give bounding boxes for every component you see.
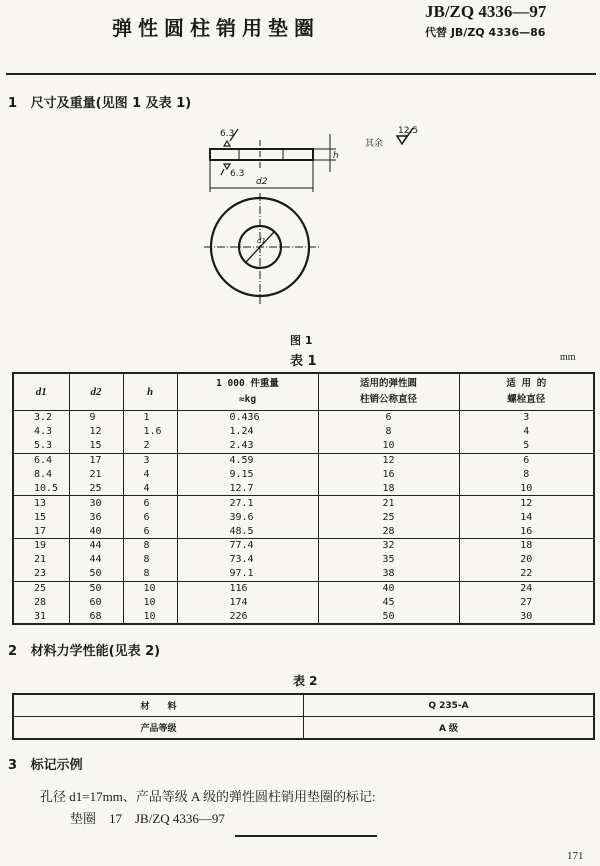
table-row <box>13 717 594 740</box>
table-cell: 10 <box>318 439 459 453</box>
table-cell: 116 <box>177 581 318 595</box>
table-row <box>13 524 594 538</box>
table-cell: 4 <box>123 481 177 495</box>
table-cell: 10.5 <box>13 481 69 495</box>
roughness-top-label: 6.3 <box>220 129 235 139</box>
table-cell: 8 <box>123 539 177 553</box>
table-cell: 17 <box>69 453 123 467</box>
table-cell: 4.3 <box>13 425 69 439</box>
table-cell: 8 <box>123 553 177 567</box>
roughness-rest-value: 12.5 <box>398 126 419 136</box>
table-cell: 28 <box>318 524 459 538</box>
table-cell: 0.436 <box>177 411 318 425</box>
table-1-caption: 表 1 <box>290 354 317 369</box>
table-cell: 23 <box>13 567 69 581</box>
table-cell: 38 <box>318 567 459 581</box>
table-cell: 6 <box>123 496 177 510</box>
column-header: h <box>123 373 177 411</box>
table-cell: 15 <box>13 510 69 524</box>
example-marking: 垫圈 17 JB/ZQ 4336—97 <box>70 811 225 826</box>
table-cell: 1.6 <box>123 425 177 439</box>
figure-caption: 图 1 <box>290 334 313 347</box>
table-cell: 44 <box>69 539 123 553</box>
washer-side-view <box>210 149 313 160</box>
section-3-heading: 3 标记示例 <box>8 758 83 773</box>
table-row <box>13 539 594 553</box>
table-cell: 22 <box>459 567 594 581</box>
table-cell: 31 <box>13 609 69 624</box>
table-cell: 15 <box>69 439 123 453</box>
table-cell: A 级 <box>304 717 595 740</box>
column-header: d2 <box>69 373 123 411</box>
table-cell: 97.1 <box>177 567 318 581</box>
table-cell: 6.4 <box>13 453 69 467</box>
table-cell: 9 <box>69 411 123 425</box>
table-row <box>13 496 594 510</box>
table-row <box>13 694 594 717</box>
dim-d1-label: d1 <box>257 237 266 245</box>
table-cell: 16 <box>318 468 459 482</box>
table-row <box>13 553 594 567</box>
example-description: 孔径 d1=17mm、产品等级 A 级的弹性圆柱销用垫圈的标记: <box>40 789 376 804</box>
table-cell: 21 <box>318 496 459 510</box>
table-cell: 6 <box>123 510 177 524</box>
table-row <box>13 510 594 524</box>
table-cell: 24 <box>459 581 594 595</box>
replaces-standard: 代替 JB/ZQ 4336—86 <box>425 26 546 39</box>
table-cell: 6 <box>318 411 459 425</box>
table-cell: 13 <box>13 496 69 510</box>
page-number: 171 <box>567 850 584 862</box>
table-cell: 77.4 <box>177 539 318 553</box>
table-row <box>13 468 594 482</box>
table-cell: 73.4 <box>177 553 318 567</box>
table-cell: 8 <box>123 567 177 581</box>
table-2 <box>12 693 595 740</box>
dim-d2-label: d2 <box>256 177 268 187</box>
table-cell: 10 <box>123 596 177 610</box>
table-cell: 21 <box>13 553 69 567</box>
table-1 <box>12 372 595 625</box>
table-cell: 12 <box>459 496 594 510</box>
dim-h-label: h <box>333 151 339 161</box>
table-cell: 27.1 <box>177 496 318 510</box>
table-cell: 25 <box>69 481 123 495</box>
table-cell: 2 <box>123 439 177 453</box>
table-cell: 14 <box>459 510 594 524</box>
table-cell: 12 <box>318 453 459 467</box>
table-cell: 21 <box>69 468 123 482</box>
table-cell: 产品等级 <box>13 717 304 740</box>
table-cell: 8.4 <box>13 468 69 482</box>
table-cell: 45 <box>318 596 459 610</box>
section-2-heading: 2 材料力学性能(见表 2) <box>8 644 161 659</box>
table-cell: 6 <box>123 524 177 538</box>
table-cell: 9.15 <box>177 468 318 482</box>
table-cell: 5 <box>459 439 594 453</box>
table-cell: 6 <box>459 453 594 467</box>
unit-label: mm <box>560 352 576 363</box>
table-row <box>13 596 594 610</box>
table-cell: 3.2 <box>13 411 69 425</box>
table-cell: 35 <box>318 553 459 567</box>
table-cell: 2.43 <box>177 439 318 453</box>
table-cell: 50 <box>69 567 123 581</box>
table-cell: 25 <box>13 581 69 595</box>
table-cell: 39.6 <box>177 510 318 524</box>
table-row <box>13 609 594 624</box>
table-row <box>13 581 594 595</box>
table-row <box>13 425 594 439</box>
column-header: 1 000 件重量 ≈kg <box>177 373 318 411</box>
table-cell: 3 <box>459 411 594 425</box>
table-cell: 174 <box>177 596 318 610</box>
table-cell: 50 <box>318 609 459 624</box>
table-row <box>13 481 594 495</box>
table-2-caption: 表 2 <box>293 674 318 688</box>
table-cell: 16 <box>459 524 594 538</box>
column-header: 适 用 的 螺栓直径 <box>459 373 594 411</box>
table-cell: 1.24 <box>177 425 318 439</box>
section-1-heading: 1 尺寸及重量(见图 1 及表 1) <box>8 96 192 111</box>
table-cell: 60 <box>69 596 123 610</box>
table-cell: 10 <box>459 481 594 495</box>
table-cell: 3 <box>123 453 177 467</box>
table-cell: 18 <box>459 539 594 553</box>
table-cell: Q 235-A <box>304 694 595 717</box>
table-cell: 17 <box>13 524 69 538</box>
table-cell: 30 <box>459 609 594 624</box>
table-cell: 12 <box>69 425 123 439</box>
table-cell: 50 <box>69 581 123 595</box>
table-cell: 48.5 <box>177 524 318 538</box>
table-cell: 5.3 <box>13 439 69 453</box>
table-cell: 8 <box>318 425 459 439</box>
table-cell: 32 <box>318 539 459 553</box>
table-cell: 10 <box>123 609 177 624</box>
table-cell: 12.7 <box>177 481 318 495</box>
table-cell: 10 <box>123 581 177 595</box>
table-row <box>13 411 594 425</box>
table-row <box>13 453 594 467</box>
table-cell: 44 <box>69 553 123 567</box>
table-cell: 4 <box>123 468 177 482</box>
table-cell: 20 <box>459 553 594 567</box>
table-cell: 30 <box>69 496 123 510</box>
standard-number: JB/ZQ 4336—97 <box>425 2 547 21</box>
table-cell: 19 <box>13 539 69 553</box>
table-row <box>13 439 594 453</box>
page-title: 弹性圆柱销用垫圈 <box>112 16 320 40</box>
table-cell: 40 <box>69 524 123 538</box>
column-header: d1 <box>13 373 69 411</box>
table-cell: 8 <box>459 468 594 482</box>
table-row <box>13 567 594 581</box>
table-cell: 27 <box>459 596 594 610</box>
table-cell: 36 <box>69 510 123 524</box>
column-header: 适用的弹性圆 柱销公称直径 <box>318 373 459 411</box>
roughness-rest-label: 其余 <box>365 139 384 149</box>
table-cell: 4.59 <box>177 453 318 467</box>
table-cell: 28 <box>13 596 69 610</box>
table-cell: 226 <box>177 609 318 624</box>
table-cell: 68 <box>69 609 123 624</box>
table-cell: 1 <box>123 411 177 425</box>
end-rule <box>235 835 377 837</box>
table-cell: 4 <box>459 425 594 439</box>
table-cell: 40 <box>318 581 459 595</box>
table-cell: 材 料 <box>13 694 304 717</box>
table-cell: 18 <box>318 481 459 495</box>
roughness-bottom-label: 6.3 <box>230 169 245 179</box>
roughness-bottom-icon <box>221 164 230 175</box>
table-cell: 25 <box>318 510 459 524</box>
